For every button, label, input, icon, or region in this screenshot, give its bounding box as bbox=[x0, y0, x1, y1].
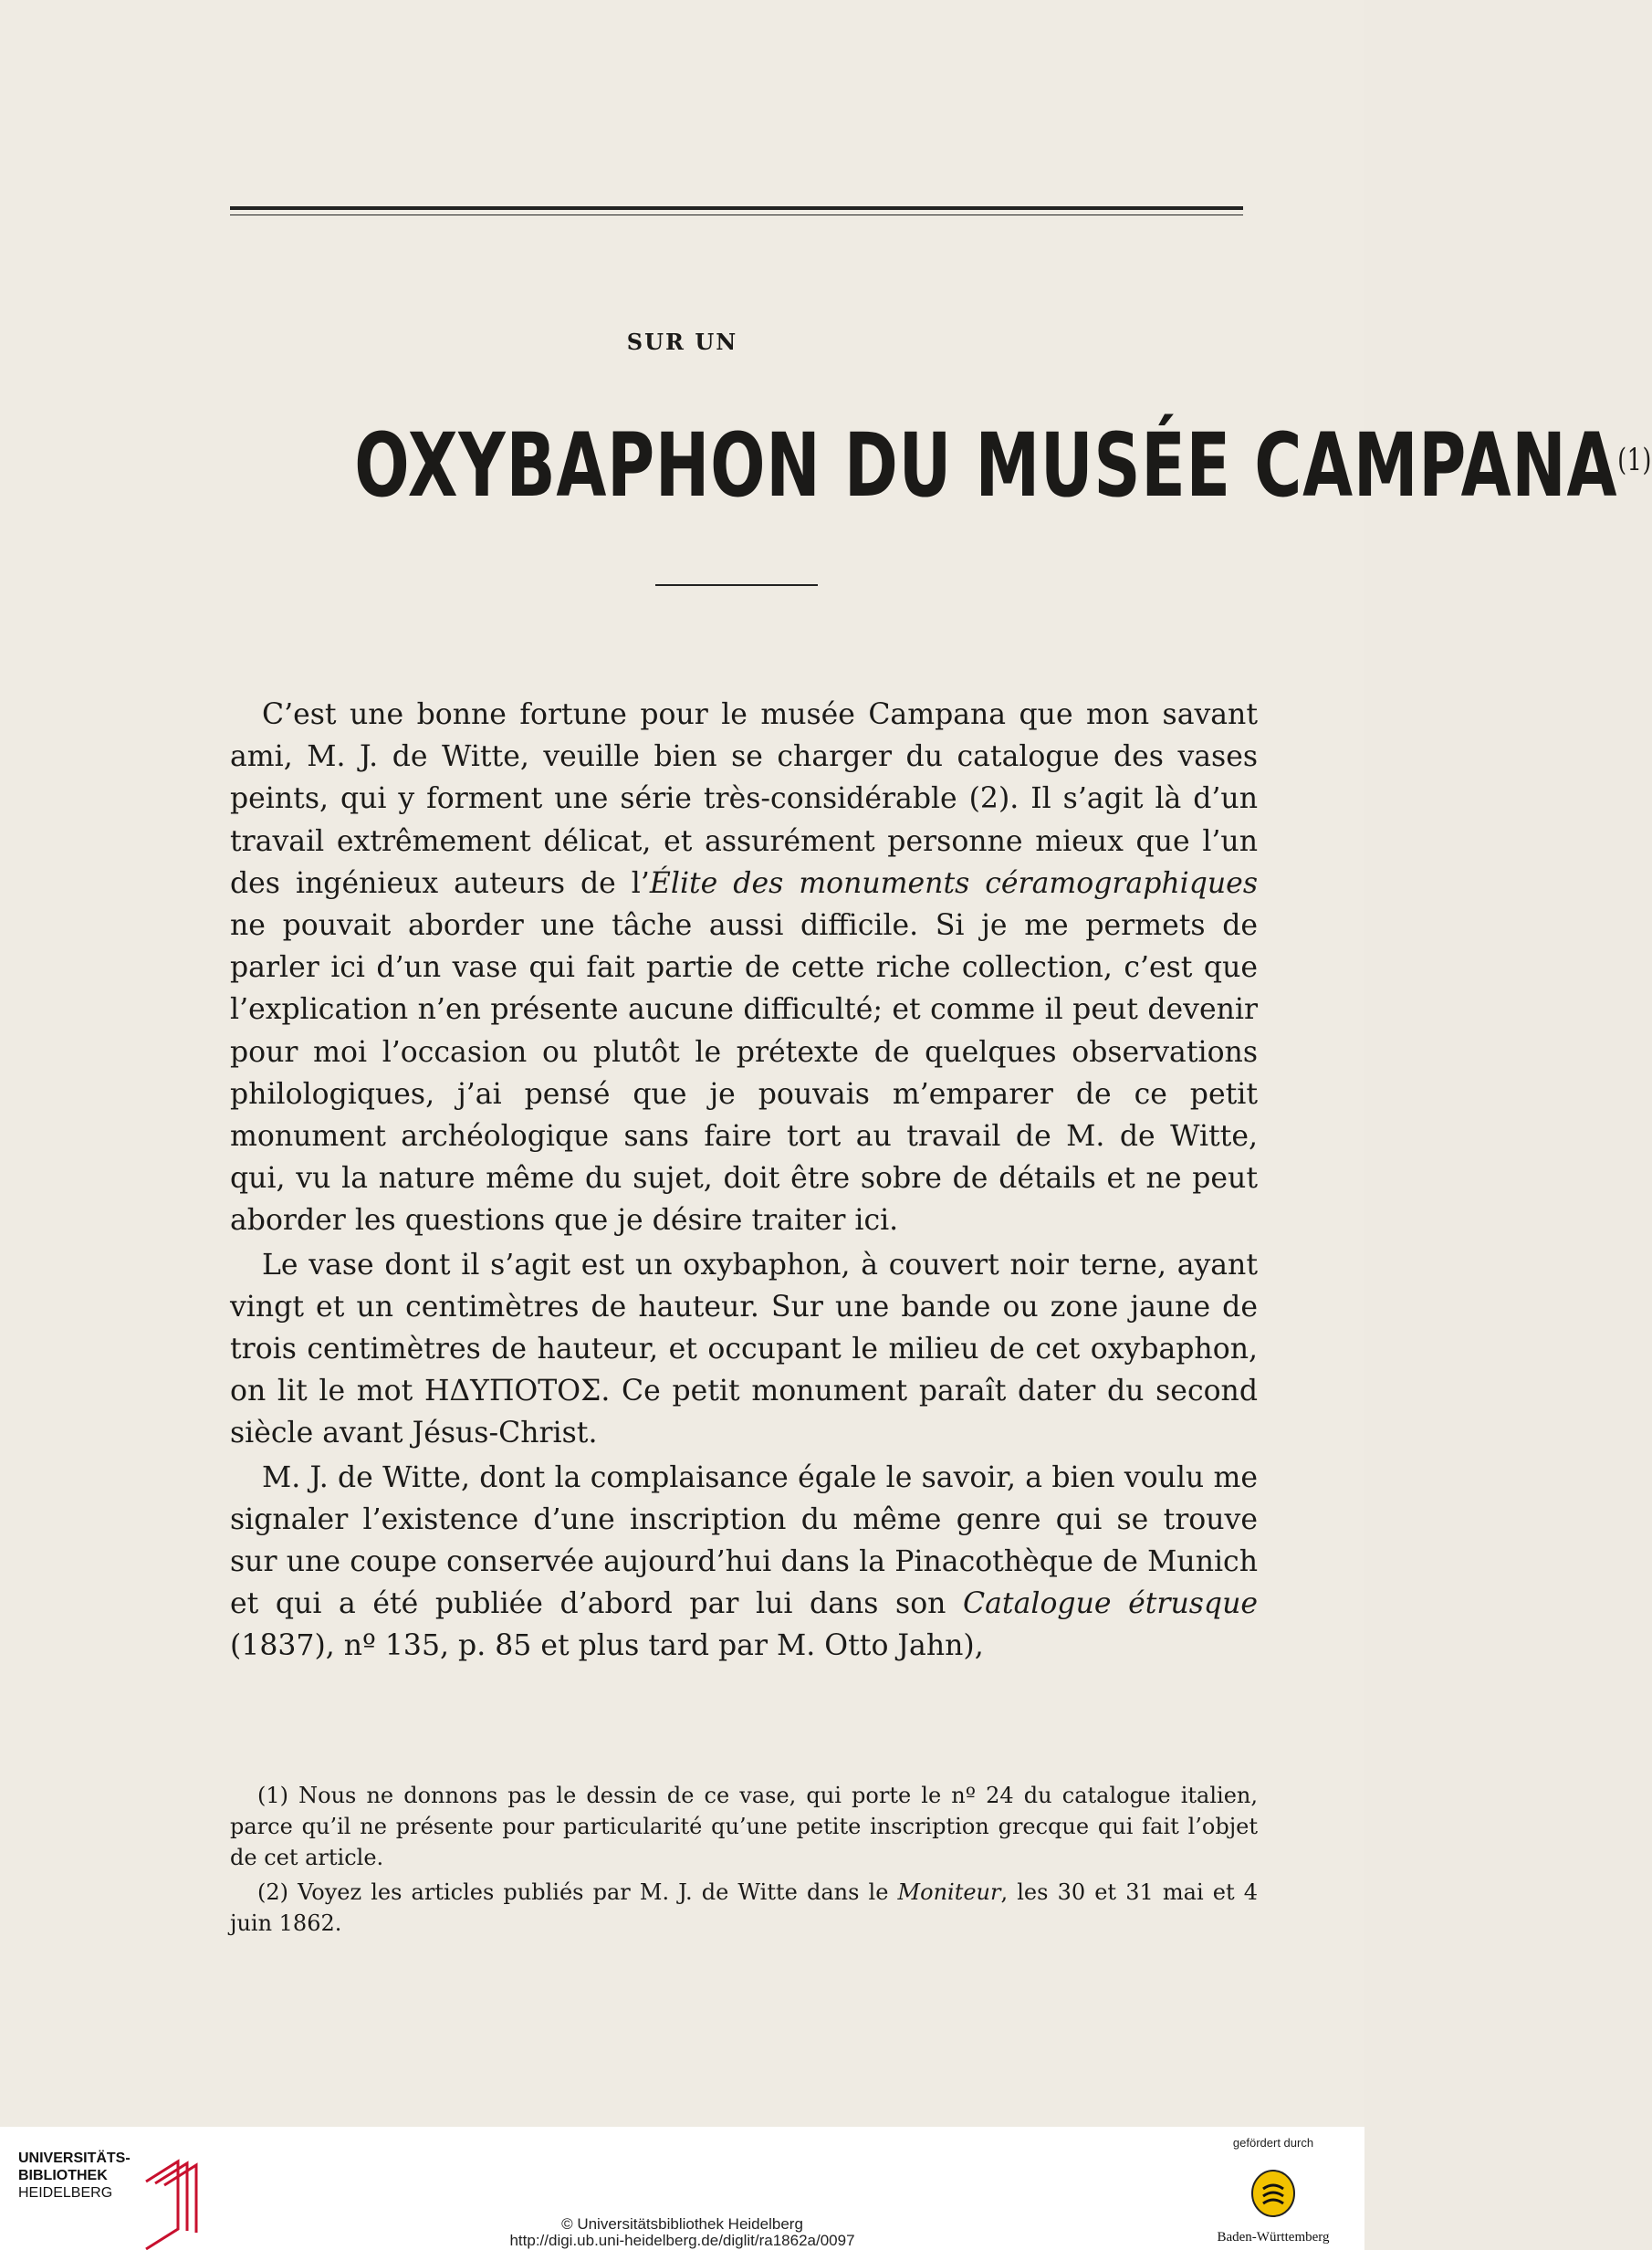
title-footnote-marker: (1) bbox=[1617, 442, 1652, 478]
sponsor-name: Baden-Württemberg bbox=[1217, 2230, 1330, 2245]
paragraph-3-text-a: M. J. de Witte, dont la complaisance égale le savoir, a bien voulu me signaler l’existence d’une inscription du même genre qui se trouve sur une coupe conservée aujourd’hui dans la Pinacothèque de Munich et qui a été publiée d’abord par lui dans son bbox=[230, 1460, 1258, 1621]
footer-credit bbox=[0, 2216, 1364, 2249]
paragraph-2: Le vase dont il s’agit est un oxybaphon, à couvert noir terne, ayant vingt et un centimètres de hauteur. Sur une bande ou zone jaune de trois centimètres de hauteur, et occupant le milieu de cet oxybaphon, on lit le mot ΗΔΥΠΟΤΟΣ. Ce petit monument paraît dater du second siècle avant Jésus-Christ. bbox=[230, 1248, 1258, 1450]
library-line-2: BIBLIOTHEK bbox=[18, 2168, 108, 2183]
paragraph-3-text-b: (1837), nº 135, p. 85 et plus tard par M. Otto Jahn), bbox=[230, 1629, 984, 1663]
title-divider bbox=[655, 584, 818, 586]
page-title bbox=[354, 414, 1652, 517]
library-line-3: HEIDELBERG bbox=[18, 2185, 113, 2201]
copyright-text: © Universitätsbibliothek Heidelberg bbox=[561, 2215, 803, 2233]
paragraph-1-text-a: C’est une bonne fortune pour le musée Campana que mon savant ami, M. J. de Witte, veuille bien se charger du catalogue des vases peints, qui y forment une série très-considérable (2). Il s’agit là d’un travail extrêmement délicat, et assurément personne mieux que l’un des ingénieux auteurs de l’ bbox=[230, 698, 1258, 900]
library-line-1: UNIVERSITÄTS- bbox=[18, 2151, 131, 2166]
footnote-1: (1) Nous ne donnons pas le dessin de ce vase, qui porte le nº 24 du catalogue italien, parce qu’il ne présente pour particularité qu’une petite inscription grecque qui fait l’objet de cet article. bbox=[230, 1783, 1258, 1870]
article-body bbox=[230, 694, 1258, 1669]
footnote-2 bbox=[230, 1877, 1258, 1939]
footnote-2-italic: Moniteur bbox=[897, 1879, 1001, 1905]
title-text: OXYBAPHON DU MUSÉE CAMPANA bbox=[354, 414, 1618, 517]
footnotes bbox=[230, 1780, 1258, 1942]
coat-of-arms-icon bbox=[1250, 2169, 1296, 2218]
library-logo-text bbox=[18, 2150, 173, 2202]
top-double-rule bbox=[230, 206, 1243, 215]
paragraph-3 bbox=[230, 1457, 1258, 1668]
paragraph-1 bbox=[230, 694, 1258, 1242]
footnote-2-text-b: , les 30 et 31 mai et 4 juin 1862. bbox=[230, 1879, 1258, 1936]
paragraph-3-italic: Catalogue étrusque bbox=[963, 1587, 1258, 1621]
footnote-2-text-a: (2) Voyez les articles publiés par M. J. de Witte dans le bbox=[257, 1879, 898, 1905]
source-url[interactable]: http://digi.ub.uni-heidelberg.de/diglit/ra1862a/0097 bbox=[509, 2232, 855, 2249]
paragraph-1-italic: Élite des monuments céramographiques bbox=[649, 866, 1258, 900]
paragraph-1-text-b: ne pouvait aborder une tâche aussi difficile. Si je me permets de parler ici d’un vase qui fait partie de cette riche collection, c’est que l’explication n’en présente aucune difficulté; et comme il peut devenir pour moi l’occasion ou plutôt le prétexte de quelques observations philologiques, j’ai pensé que je pouvais m’emparer de ce petit monument archéologique sans faire tort au travail de M. de Witte, qui, vu la nature même du sujet, doit être sobre de détails et ne peut aborder les questions que je désire traiter ici. bbox=[230, 909, 1258, 1238]
kicker-heading: SUR UN bbox=[626, 329, 738, 355]
sponsor-label: gefördert durch bbox=[1232, 2136, 1314, 2150]
